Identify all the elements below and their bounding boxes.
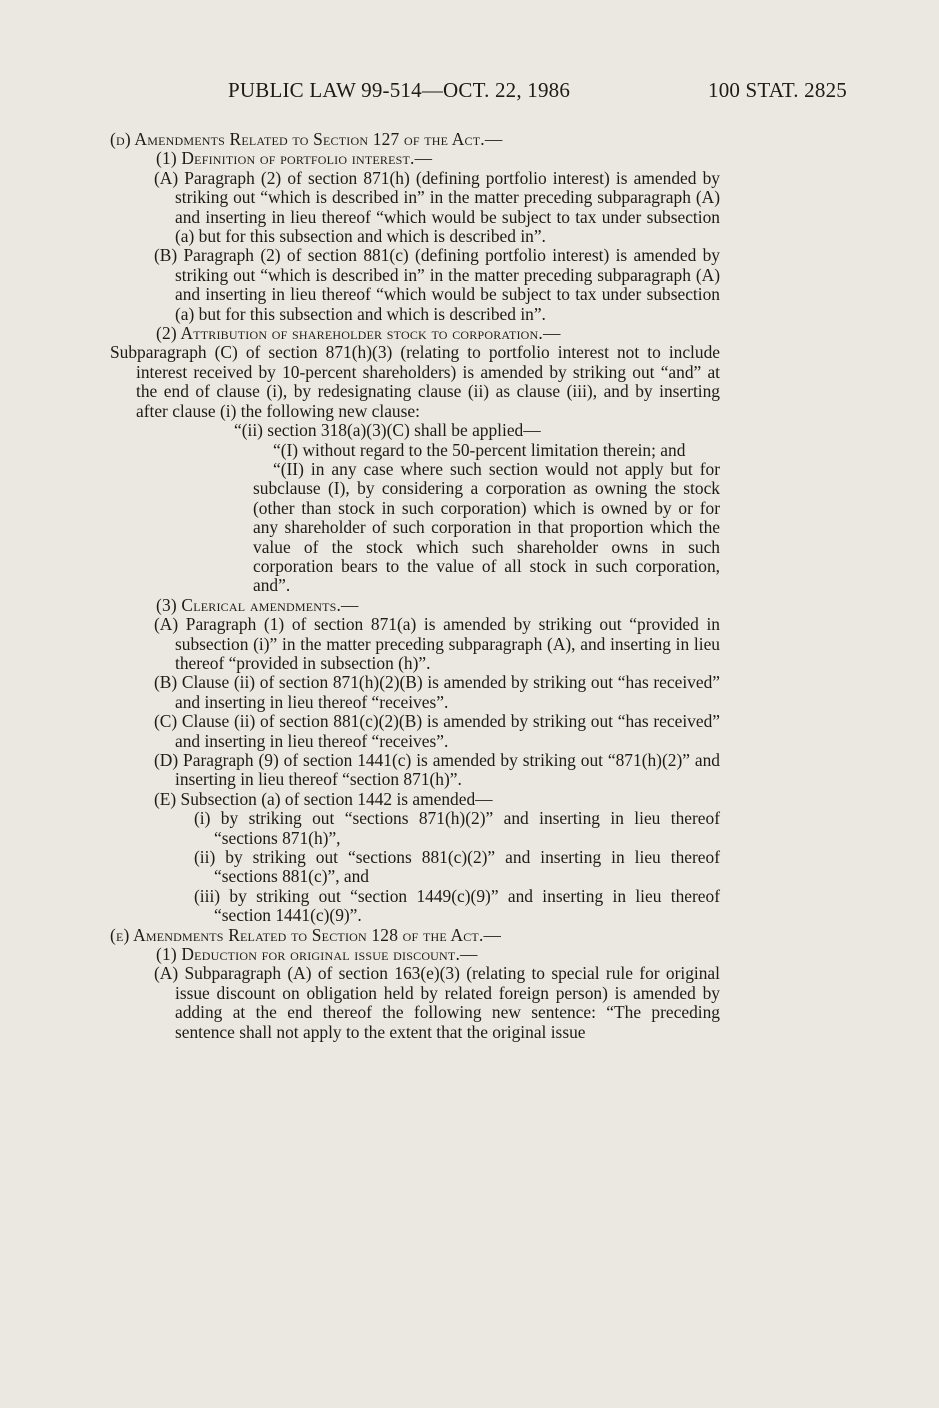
d3-E: (E) Subsection (a) of section 1442 is amended— [154, 788, 493, 809]
d3-E-ii: (ii) by striking out “sections 881(c)(2)” and inserting in lieu thereof “sections 881(c)”, and [194, 847, 720, 887]
d3-A: (A) Paragraph (1) of section 871(a) is amended by striking out “provided in subsection (i)” in the matter preceding subparagraph (A), and inserting in lieu thereof “provided in subsection (h)”. [154, 614, 720, 673]
e1-heading: (1) Deduction for original issue discount.— [156, 944, 478, 965]
page-header-title: PUBLIC LAW 99-514—OCT. 22, 1986 [228, 78, 571, 102]
document-body [110, 130, 720, 1042]
e1-A: (A) Subparagraph (A) of section 163(e)(3) (relating to special rule for original issue discount on obligation held by related foreign person) is amended by adding at the end thereof the following new sentence: “The preceding sentence shall not apply to the extent that the original issue [154, 963, 720, 1042]
d3-E-i: (i) by striking out “sections 871(h)(2)” and inserting in lieu thereof “sections 871(h)”, [194, 808, 720, 848]
d3-E-iii: (iii) by striking out “section 1449(c)(9)” and inserting in lieu thereof “section 1441(c)(9)”. [194, 885, 720, 926]
d3-C: (C) Clause (ii) of section 881(c)(2)(B) is amended by striking out “has received” and inserting in lieu thereof “receives”. [154, 711, 720, 751]
d2-subclause-II: “(II) in any case where such section would not apply but for subclause (I), by considering a corporation as owning the stock (other than stock in such corporation) which is owned by or for any shareholder of such corporation in that proportion which the value of the stock which such shareholder owns in such corporation bears to the value of all stock in such corporation, and”. [253, 458, 720, 596]
d3-heading: (3) Clerical amendments.— [156, 594, 359, 615]
d1-B: (B) Paragraph (2) of section 881(c) (defining portfolio interest) is amended by striking out “which is described in” in the matter preceding subparagraph (A) and inserting in lieu thereof “which would be subject to tax under subsection (a) but for this subsection and which is described in”. [154, 245, 720, 324]
section-e-heading: (e) Amendments Related to Section 128 of the Act.— [110, 924, 502, 945]
d2-heading: (2) Attribution of shareholder stock to corporation.— [156, 323, 561, 344]
d3-D: (D) Paragraph (9) of section 1441(c) is amended by striking out “871(h)(2)” and inserting in lieu thereof “section 871(h)”. [154, 750, 720, 790]
d2-subclause-I: “(I) without regard to the 50-percent limitation therein; and [273, 439, 686, 460]
page-header-stat: 100 STAT. 2825 [708, 78, 847, 102]
section-d-heading: (d) Amendments Related to Section 127 of the Act.— [110, 129, 503, 149]
d1-A: (A) Paragraph (2) of section 871(h) (defining portfolio interest) is amended by striking out “which is described in” in the matter preceding subparagraph (A) and inserting in lieu thereof “which would be subject to tax under subsection (a) but for this subsection and which is described in”. [154, 167, 720, 247]
d3-B: (B) Clause (ii) of section 871(h)(2)(B) is amended by striking out “has received” and inserting in lieu thereof “receives”. [154, 672, 720, 712]
d2-clause-ii: “(ii) section 318(a)(3)(C) shall be applied— [234, 420, 541, 441]
d1-heading: (1) Definition of portfolio interest.— [156, 148, 433, 169]
d2-text: Subparagraph (C) of section 871(h)(3) (relating to portfolio interest not to include interest received by 10-percent shareholders) is amended by striking out “and” at the end of clause (i), by redesignating clause (ii) as clause (iii), and by inserting after clause (i) the following new clause: [110, 342, 720, 421]
